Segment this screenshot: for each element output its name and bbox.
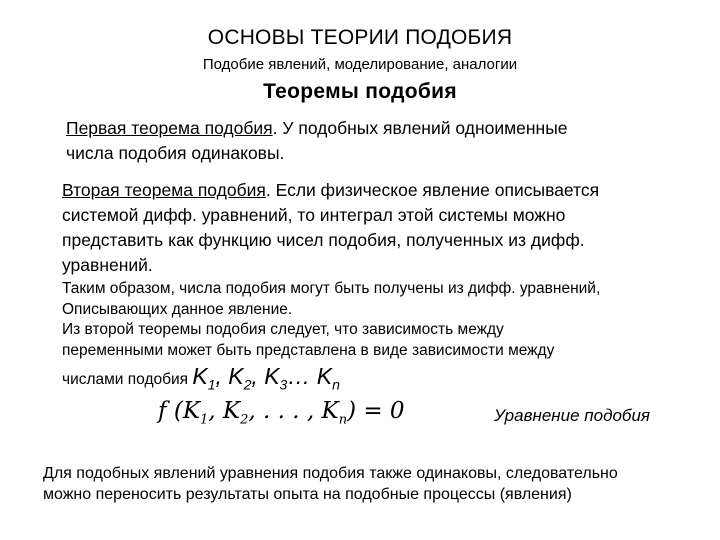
- section-heading: Теоремы подобия: [263, 80, 457, 103]
- k1-subscript: 1: [207, 376, 216, 393]
- note-line-3: Из второй теоремы подобия следует, что зависимость между: [62, 321, 504, 338]
- eq-k1-symbol: K: [182, 398, 200, 424]
- eq-kn-subscript: n: [338, 412, 348, 428]
- conclusion-line-2: можно переносить результаты опыта на подобные процессы (явления): [43, 486, 572, 503]
- note-line-1: Таким образом, числа подобия могут быть получены из дифф. уравнений,: [62, 280, 601, 297]
- eq-dots: , . . . ,: [248, 398, 322, 424]
- function-symbol: f: [158, 398, 167, 424]
- similarity-equation: [158, 398, 405, 428]
- k3-subscript: 3: [279, 376, 288, 393]
- second-theorem-text: . Если физическое явление описывается: [265, 180, 600, 200]
- first-theorem-text: . У подобных явлений одноименные: [272, 118, 568, 138]
- separator: ,: [251, 363, 265, 389]
- note-paragraph-2: [62, 319, 554, 361]
- conclusion-paragraph: [43, 463, 618, 505]
- second-theorem-line-4: уравнений.: [62, 255, 153, 275]
- kn-subscript: n: [332, 376, 340, 393]
- first-theorem-name: Первая теорема подобия: [66, 118, 273, 138]
- second-theorem-line-3: представить как функцию чисел подобия, полученных из дифф.: [62, 230, 585, 250]
- first-theorem-line-1: [66, 116, 568, 141]
- eq-separator: ,: [208, 398, 223, 424]
- first-theorem-paragraph: [66, 116, 568, 166]
- k2-symbol: K: [228, 363, 244, 389]
- k3-symbol: K: [264, 363, 280, 389]
- k2-subscript: 2: [243, 376, 252, 393]
- similarity-numbers-list: [192, 363, 340, 393]
- second-theorem-line-2: системой дифф. уравнений, то интеграл этой системы можно: [62, 205, 566, 225]
- note-paragraph-1: [62, 278, 600, 320]
- open-paren: (: [166, 398, 183, 424]
- second-theorem-name: Вторая теорема подобия: [62, 180, 266, 200]
- second-theorem-line-1: [62, 178, 599, 203]
- eq-k2-subscript: 2: [240, 412, 249, 428]
- note-line-5: числами подобия: [62, 371, 193, 388]
- eq-k1-subscript: 1: [200, 412, 209, 428]
- second-theorem-paragraph: [62, 178, 599, 278]
- note-line-2: Описывающих данное явление.: [62, 301, 293, 318]
- first-theorem-line-2: числа подобия одинаковы.: [66, 143, 285, 163]
- equation-label: Уравнение подобия: [494, 406, 651, 425]
- note-line-4: переменными может быть представлена в виде зависимости между: [62, 342, 555, 359]
- eq-k2-symbol: K: [222, 398, 241, 424]
- k1-symbol: K: [192, 363, 208, 389]
- ellipsis: …: [287, 363, 317, 389]
- close-paren-equals-zero: ) = 0: [347, 398, 405, 424]
- page-subtitle: Подобие явлений, моделирование, аналогии: [202, 56, 518, 73]
- conclusion-line-1: Для подобных явлений уравнения подобия также одинаковы, следовательно: [43, 465, 618, 482]
- page-title: ОСНОВЫ ТЕОРИИ ПОДОБИЯ: [207, 26, 513, 49]
- kn-symbol: K: [316, 363, 333, 389]
- similarity-numbers-line: [62, 360, 340, 401]
- separator: ,: [215, 363, 229, 389]
- eq-kn-symbol: K: [321, 398, 339, 424]
